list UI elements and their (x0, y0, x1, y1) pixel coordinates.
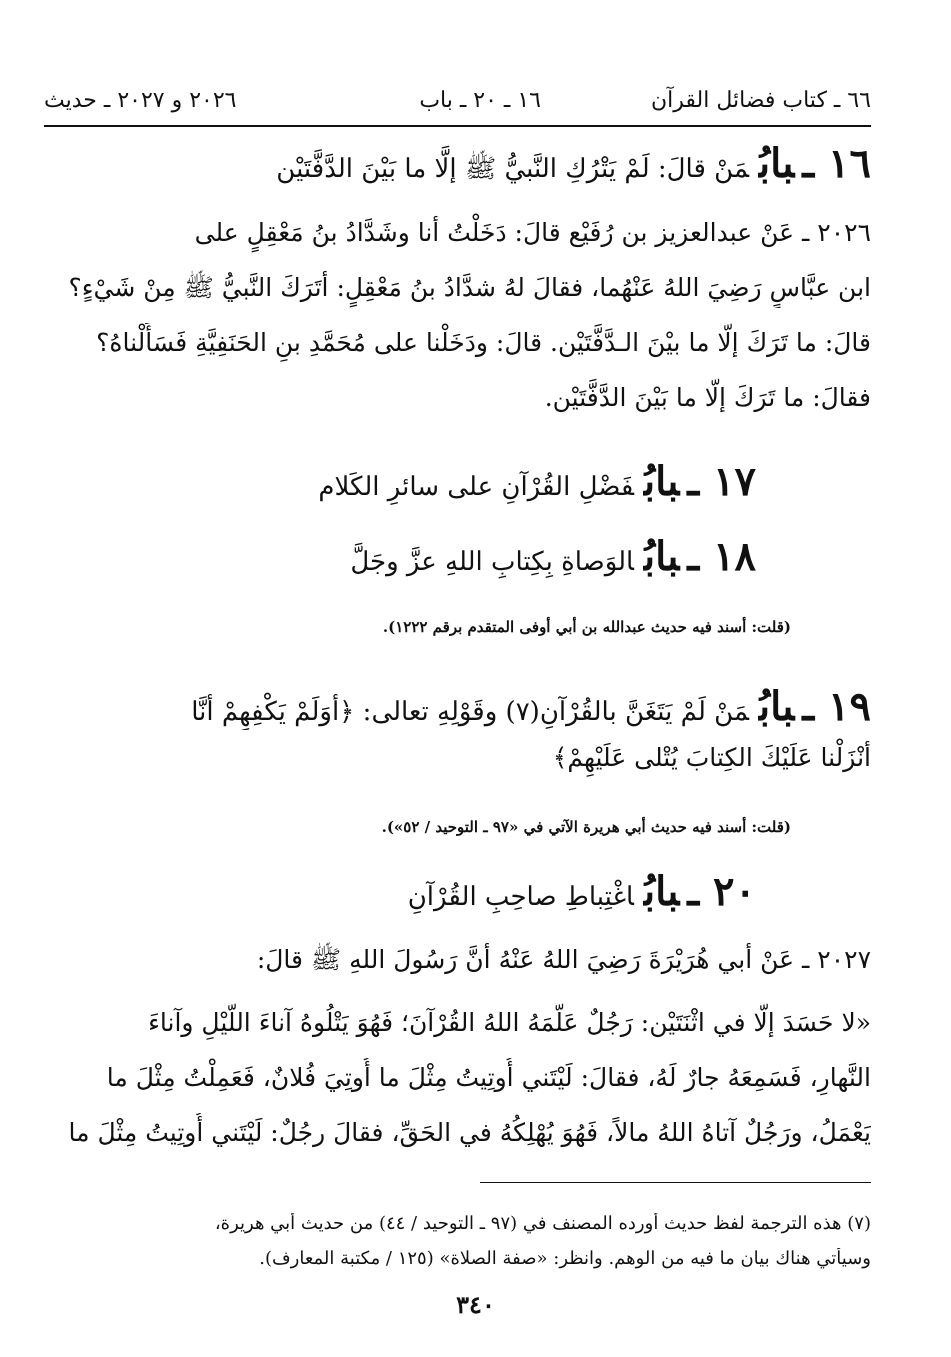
section-heading-17 (318, 458, 756, 505)
section-heading-20 (408, 868, 756, 915)
section-title: مَنْ لَمْ يَتَغَنَّ بالقُرْآنِ(٧) وقَوْلِهِ تعالى: ﴿أوَلَمْ يَكْفِهِمْ أنَّا (191, 697, 749, 727)
hadith-line: النَّهارِ، فَسَمِعَهُ جارٌ لَهُ، فقالَ: لَيْتَني أُوتِيتُ مِثْلَ ما أُوتِيَ فُلانٌ، فَعَمِلْتُ مِثْلَ ما (106, 1063, 871, 1092)
page-number: ٣٤٠ (456, 1290, 495, 1319)
section-heading-16 (276, 140, 871, 190)
hadith-line: يَعْمَلُ، ورَجُلٌ آتاهُ اللهُ مالاً، فَهُوَ يُهْلِكُهُ في الحَقِّ، فقالَ رجُلٌ: لَيْتَني أُوتِيتُ مِثْلَ ما (68, 1118, 871, 1147)
hadith-line: ٢٠٢٧ ـ عَنْ أبي هُرَيْرَةَ رَضِيَ اللهُ عَنْهُ أنَّ رَسُولَ اللهِ ﷺ قالَ: (256, 945, 871, 974)
hadith-line: ٢٠٢٦ ـ عَنْ عبدالعزيز بن رُفَيْع قالَ: دَخَلْتُ أنا وشَدَّادُ بنُ مَعْقِلٍ على (194, 218, 871, 247)
editor-note-18: (قلت: أسند فيه حديث عبدالله بن أبي أوفى المتقدم برقم ١٢٢٢). (382, 618, 791, 636)
section-title: فَضْلِ القُرْآنِ على سائرِ الكَلام (318, 472, 634, 502)
section-heading-19 (44, 683, 871, 730)
hadith-line: ابن عبَّاسٍ رَضِيَ اللهُ عَنْهُما، فقالَ لهُ شدَّادُ بنُ مَعْقِلٍ: أتَرَكَ النَّبيُّ ﷺ مِنْ شَيْءٍ؟ (68, 273, 871, 302)
hadith-line: قالَ: ما تَرَكَ إلَّا ما بيْنَ الـدَّفَّتَيْن. قالَ: ودَخَلْنا على مُحَمَّدِ بنِ الحَنَفِيَّةِ فَسَأَلْناهُ؟ (96, 328, 871, 357)
section-19-quran-continuation: أنْزَلْنا عَلَيْكَ الكِتابَ يُتْلى عَلَيْهِمْ﴾ (552, 743, 871, 772)
section-bab: بابُ (643, 458, 680, 505)
footnote-rule (480, 1182, 871, 1183)
section-bab: بابُ (643, 533, 680, 580)
running-head-chapters: ١٦ ـ ٢٠ ـ باب (419, 88, 541, 113)
running-head (44, 88, 871, 118)
header-rule (44, 125, 871, 127)
section-number: ١٨ ـ (687, 533, 756, 580)
section-title: مَنْ قالَ: لَمْ يَتْرُكِ النَّبيُّ ﷺ إلَّا ما بَيْنَ الدَّفَّتَيْن (276, 154, 749, 184)
section-number: ١٧ ـ (687, 458, 756, 505)
editor-note-19: (قلت: أسند فيه حديث أبي هريرة الآتي في «٩٧ ـ التوحيد / ٥٢»). (381, 818, 791, 836)
section-bab: بابُ (758, 140, 795, 187)
section-title: اغْتِباطِ صاحِبِ القُرْآنِ (407, 882, 634, 912)
running-head-hadith: ٢٠٢٦ و ٢٠٢٧ ـ حديث (44, 88, 237, 113)
section-bab: بابُ (643, 868, 680, 915)
hadith-line: «لا حَسَدَ إلَّا في اثْنَتَيْن: رَجُلٌ عَلَّمَهُ اللهُ القُرْآنَ؛ فَهُوَ يَتْلُوهُ آناءَ اللَّيْلِ وآناءَ (148, 1008, 871, 1037)
hadith-line: فقالَ: ما تَرَكَ إلَّا ما بَيْنَ الدَّفَّتَيْن. (544, 383, 871, 412)
footnote-line: وسيأتي هناك بيان ما فيه من الوهم. وانظر: «صفة الصلاة» (١٢٥ / مكتبة المعارف). (259, 1248, 871, 1269)
section-title: الوَصاةِ بِكِتابِ اللهِ عزَّ وجَلَّ (350, 547, 634, 577)
section-number: ٢٠ ـ (687, 868, 756, 915)
section-bab: بابُ (758, 683, 795, 730)
section-number: ١٦ ـ (802, 140, 871, 187)
section-number: ١٩ ـ (802, 683, 871, 730)
section-heading-18 (350, 533, 756, 580)
running-head-book: ٦٦ ـ كتاب فضائل القرآن (650, 88, 871, 113)
footnote-line: (٧) هذه الترجمة لفظ حديث أورده المصنف في (٩٧ ـ التوحيد / ٤٤) من حديث أبي هريرة، (214, 1213, 871, 1234)
